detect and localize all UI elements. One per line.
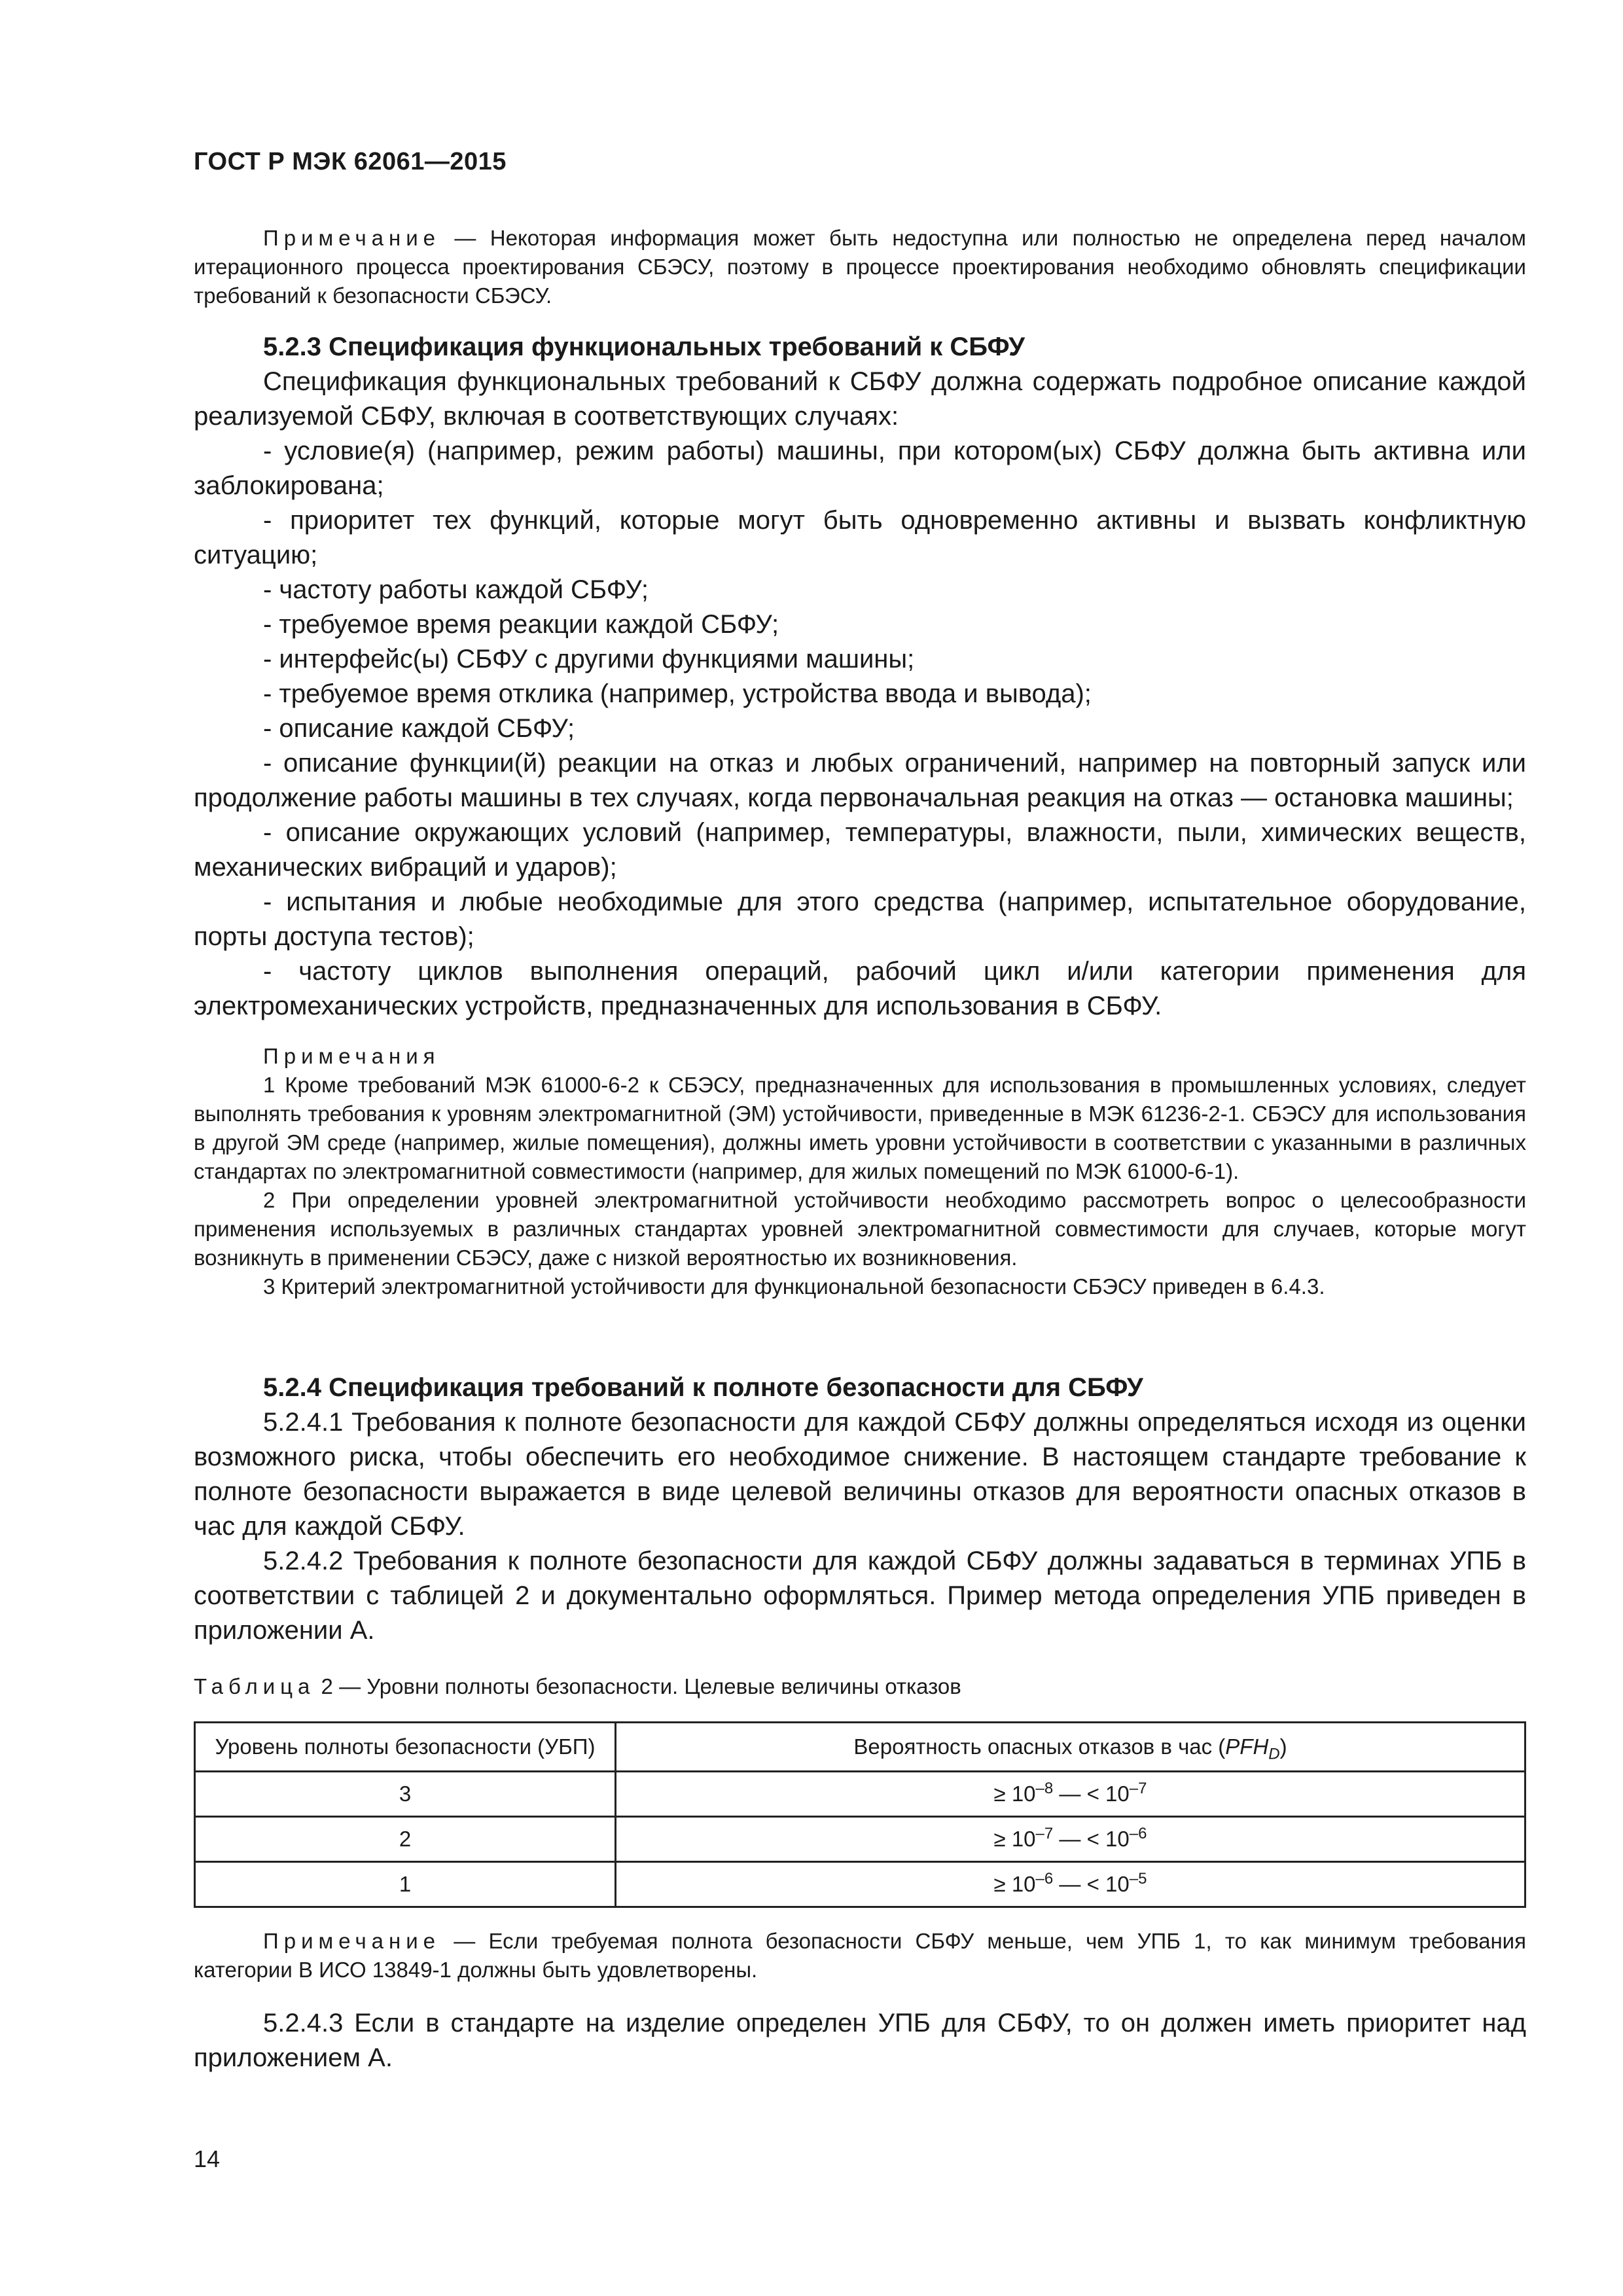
list-item: - описание функции(й) реакции на отказ и любых ограничений, например на повторный запуск или продолжение работы машины в тех случаях, когда первоначальная реакция на отказ — остановка машины; [194, 749, 1526, 812]
notes-block [194, 1042, 1526, 1301]
paragraph-5-2-4-1: 5.2.4.1 Требования к полноте безопасности для каждой СБФУ должны определяться исходя из оценки возможного риска, чтобы обеспечить его необходимое снижение. В настоящем стандарте требование к полноте безопасности выражается в виде целевой величины отказов для вероятности опасных отказов в час для каждой СБФУ. [194, 1408, 1526, 1541]
note-item: 3 Критерий электромагнитной устойчивости для функциональной безопасности СБЭСУ приведен в 6.4.3. [263, 1274, 1325, 1299]
pfh-range [616, 1772, 1525, 1817]
header-suffix: ) [1279, 1734, 1287, 1759]
range-sep: — < 10 [1053, 1872, 1130, 1896]
header-var: PFH [1225, 1734, 1269, 1759]
list-item: - описание каждой СБФУ; [263, 714, 575, 743]
table-row [195, 1862, 1525, 1907]
header-sub: D [1268, 1745, 1280, 1763]
document-header: ГОСТ Р МЭК 62061—2015 [194, 148, 507, 175]
section-5-2-3-heading: 5.2.3 Спецификация функциональных требований к СБФУ [263, 332, 1026, 361]
range-sep: — < 10 [1053, 1782, 1130, 1806]
list-item: - интерфейс(ы) СБФУ с другими функциями машины; [263, 645, 915, 673]
table-header-row [195, 1723, 1525, 1772]
list-item: - описание окружающих условий (например, температуры, влажности, пыли, химических веществ, механических вибраций и ударов); [194, 818, 1526, 882]
range-lo: ≥ 10 [993, 1827, 1036, 1851]
header-prefix: Вероятность опасных отказов в час ( [853, 1734, 1226, 1759]
list-item: - условие(я) (например, режим работы) машины, при котором(ых) СБФУ должна быть активна или заблокирована; [194, 437, 1526, 500]
pfh-range [616, 1817, 1525, 1862]
list-item: - требуемое время отклика (например, устройства ввода и вывода); [263, 679, 1092, 708]
note-item: 2 При определении уровней электромагнитной устойчивости необходимо рассмотреть вопрос о целесообразности применения используемых в различных стандартах уровней электромагнитной совместимости для случаев, которые могут возникнуть в применении СБЭСУ, даже с низкой вероятностью их возникновения. [194, 1188, 1526, 1270]
list-item: - требуемое время реакции каждой СБФУ; [263, 610, 779, 639]
range-sep: — < 10 [1053, 1827, 1130, 1851]
list-item: - приоритет тех функций, которые могут быть одновременно активны и вызвать конфликтную ситуацию; [194, 506, 1526, 569]
range-hi-exp: –6 [1129, 1825, 1147, 1842]
section-5-2-3 [194, 330, 1526, 1024]
list-item: - частоту работы каждой СБФУ; [263, 575, 649, 604]
range-hi-exp: –7 [1129, 1780, 1147, 1797]
note-table [194, 1927, 1526, 1984]
range-lo-exp: –6 [1035, 1870, 1054, 1888]
range-lo: ≥ 10 [993, 1872, 1036, 1896]
note-item: 1 Кроме требований МЭК 61000-6-2 к СБЭСУ, предназначенных для использования в промышленных условиях, следует выполнять требования к уровням электромагнитной (ЭМ) устойчивости, приведенные в МЭК 61236-2-1. СБЭСУ для использования в другой ЭМ среде (например, жилые помещения), должны иметь уровни устойчивости в соответствии с указанными в различных стандартах по электромагнитной совместимости (например, для жилых помещений по МЭК 61000-6-1). [194, 1073, 1526, 1183]
paragraph-5-2-4-2: 5.2.4.2 Требования к полноте безопасности для каждой СБФУ должны задаваться в терминах УПБ в соответствии с таблицей 2 и документально оформляться. Пример метода определения УПБ приведен в приложении А. [194, 1547, 1526, 1645]
page-number: 14 [194, 2145, 221, 2172]
table-2 [194, 1721, 1526, 1908]
note-table-label: Примечание [263, 1929, 441, 1953]
list-item: - испытания и любые необходимые для этого средства (например, испытательное оборудование, порты доступа тестов); [194, 888, 1526, 951]
sil-level: 1 [195, 1862, 616, 1907]
table-header-level: Уровень полноты безопасности (УБП) [195, 1723, 616, 1772]
range-lo-exp: –8 [1035, 1780, 1054, 1797]
range-hi-exp: –5 [1129, 1870, 1147, 1888]
note-top-text: — Некоторая информация может быть недоступна или полностью не определена перед началом итерационного процесса проектирования СБЭСУ, поэтому в процессе проектирования необходимо обновлять спецификации требований к безопасности СБЭСУ. [194, 226, 1526, 308]
section-5-2-3-intro: Спецификация функциональных требований к СБФУ должна содержать подробное описание каждой реализуемой СБФУ, включая в соответствующих случаях: [194, 367, 1526, 431]
pfh-range [616, 1862, 1525, 1907]
table-caption-label: Таблица [194, 1674, 315, 1698]
section-5-2-4-heading: 5.2.4 Спецификация требований к полноте безопасности для СБФУ [263, 1373, 1143, 1402]
table-caption-text: 2 — Уровни полноты безопасности. Целевые величины отказов [315, 1674, 961, 1698]
sil-level: 2 [195, 1817, 616, 1862]
table-row [195, 1817, 1525, 1862]
paragraph-5-2-4-3: 5.2.4.3 Если в стандарте на изделие определен УПБ для СБФУ, то он должен иметь приоритет над приложением А. [194, 2009, 1526, 2072]
note-top-label: Примечание [263, 226, 441, 250]
note-table-text: — Если требуемая полнота безопасности СБФУ меньше, чем УПБ 1, то как минимум требования категории В ИСО 13849-1 должны быть удовлетворены. [194, 1929, 1526, 1982]
table-header-probability [616, 1723, 1525, 1772]
notes-label: Примечания [263, 1044, 440, 1068]
table-row [195, 1772, 1525, 1817]
range-lo-exp: –7 [1035, 1825, 1054, 1842]
sil-level: 3 [195, 1772, 616, 1817]
range-lo: ≥ 10 [993, 1782, 1036, 1806]
table-caption [194, 1672, 1526, 1701]
section-5-2-4 [194, 1371, 1526, 1648]
note-top [194, 224, 1526, 310]
list-item: - частоту циклов выполнения операций, рабочий цикл и/или категории применения для электромеханических устройств, предназначенных для использования в СБФУ. [194, 957, 1526, 1020]
